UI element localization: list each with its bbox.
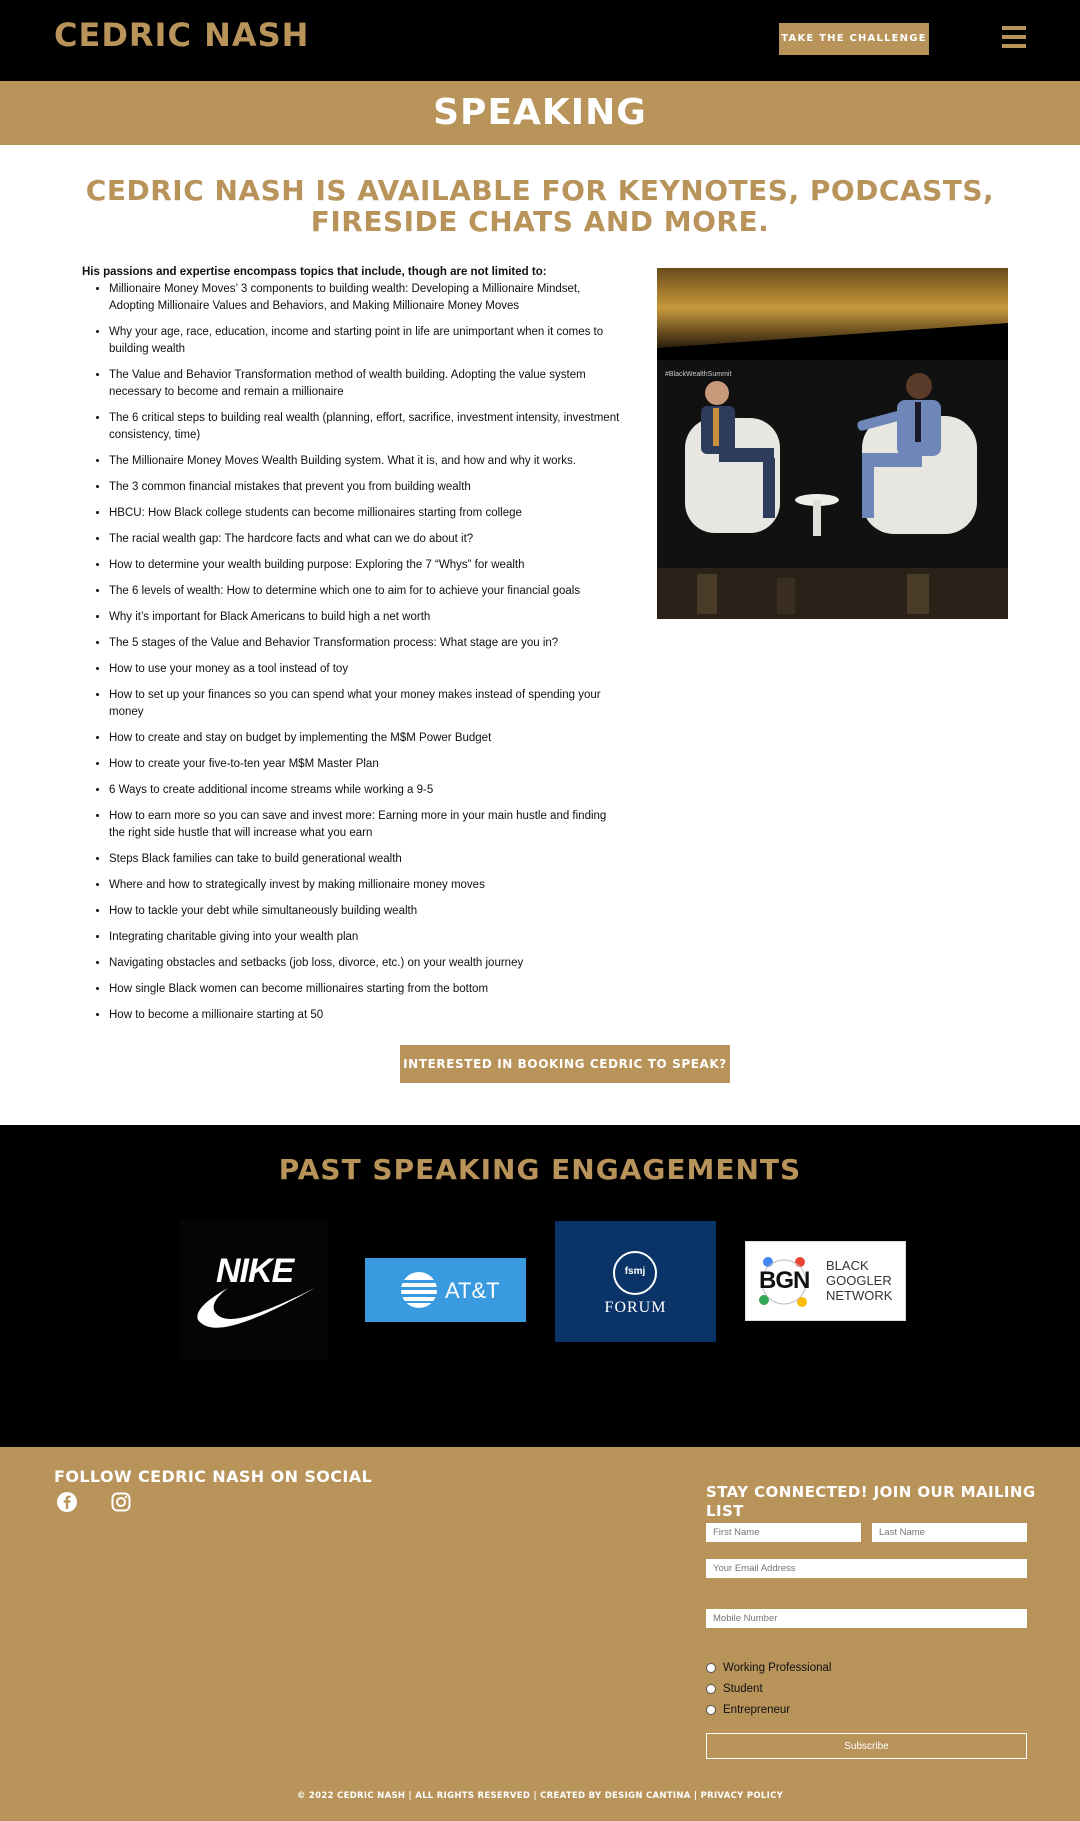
option-label: Student [723,1683,763,1695]
topic-item: • How to become a millionaire starting at 50 [109,1007,622,1024]
take-the-challenge-button[interactable]: TAKE THE CHALLENGE [779,23,929,55]
topic-item: • Integrating charitable giving into your wealth plan [109,929,622,946]
forum-seal-text: fsmj [624,1266,646,1277]
radio-button[interactable] [706,1663,716,1673]
first-name-field[interactable] [706,1523,861,1542]
booking-inquiry-button[interactable]: INTERESTED IN BOOKING CEDRIC TO SPEAK? [400,1045,730,1083]
forum-wordmark: FORUM [604,1299,667,1316]
topic-item: • The 5 stages of the Value and Behavior Transformation process: What stage are you in? [109,635,622,652]
topic-item: • How to create and stay on budget by implementing the M$M Power Budget [109,730,622,747]
topic-item: • 6 Ways to create additional income streams while working a 9-5 [109,782,622,799]
nike-logo [180,1220,328,1360]
black-googler-network-logo [745,1241,906,1321]
topic-item: • How to earn more so you can save and invest more: Earning more in your main hustle and finding the right side hustle that will increase what you earn [109,808,622,842]
bgn-line-network: NETWORK [826,1288,893,1303]
topics-section [82,266,622,1033]
last-name-field[interactable] [872,1523,1027,1542]
facebook-icon[interactable] [56,1491,78,1513]
option-label: Working Professional [723,1662,832,1674]
topics-intro: His passions and expertise encompass topics that include, though are not limited to: [82,266,547,278]
att-logo [365,1258,526,1322]
email-field[interactable] [706,1559,1027,1578]
radio-button[interactable] [706,1705,716,1715]
availability-heading: CEDRIC NASH IS AVAILABLE FOR KEYNOTES, PODCASTS, FIRESIDE CHATS AND MORE. [85,174,995,238]
topic-item: • Steps Black families can take to build generational wealth [109,851,622,868]
option-working-professional[interactable] [706,1662,831,1674]
topic-item: • How to determine your wealth building purpose: Exploring the 7 “Whys” for wealth [109,557,622,574]
option-entrepreneur[interactable] [706,1704,790,1716]
fireside-chat-photo [657,268,1008,619]
site-footer [0,1447,1080,1821]
forum-logo [555,1221,716,1342]
topic-item: • The 6 levels of wealth: How to determine which one to aim for to achieve your financial goals [109,583,622,600]
page-title: SPEAKING [433,92,647,133]
topic-item: • Where and how to strategically invest by making millionaire money moves [109,877,622,894]
instagram-icon[interactable] [110,1491,132,1513]
topic-item: • The racial wealth gap: The hardcore facts and what can we do about it? [109,531,622,548]
topic-item: • The Value and Behavior Transformation method of wealth building. Adopting the value system necessary to become and remain a millionaire [109,367,622,401]
follow-social-title: FOLLOW CEDRIC NASH ON SOCIAL [54,1467,373,1486]
swoosh-icon [180,1220,328,1360]
topic-item: • How to tackle your debt while simultaneously building wealth [109,903,622,920]
topic-item: • Why it’s important for Black Americans to build high a net worth [109,609,622,626]
topic-item: • How to set up your finances so you can spend what your money makes instead of spending your money [109,687,622,721]
topic-item: • How single Black women can become millionaires starting from the bottom [109,981,622,998]
topic-item: • The 3 common financial mistakes that prevent you from building wealth [109,479,622,496]
engagements-title: PAST SPEAKING ENGAGEMENTS [278,1153,802,1186]
topic-item: • How to use your money as a tool instead of toy [109,661,622,678]
topic-item: • The 6 critical steps to building real wealth (planning, effort, sacrifice, investment intensity, investment consistency, time) [109,410,622,444]
bgn-line-black: BLACK [826,1258,869,1273]
topics-list [82,281,622,1024]
bgn-line-googler: GOOGLER [826,1273,892,1288]
mobile-number-field[interactable] [706,1609,1027,1628]
topic-item: • HBCU: How Black college students can become millionaires starting from college [109,505,622,522]
topic-item: • Why your age, race, education, income and starting point in life are unimportant when it comes to building wealth [109,324,622,358]
option-student[interactable] [706,1683,763,1695]
copyright-notice[interactable]: © 2022 CEDRIC NASH | ALL RIGHTS RESERVED | CREATED BY DESIGN CANTINA | PRIVACY POLICY [296,1791,784,1801]
site-logo[interactable]: CEDRIC NASH [54,16,310,54]
hamburger-menu-icon[interactable] [1002,26,1026,52]
topic-item: • Navigating obstacles and setbacks (job loss, divorce, etc.) on your wealth journey [109,955,622,972]
page-title-band [0,81,1080,145]
nike-wordmark: NIKE [216,1252,294,1290]
subscribe-button[interactable]: Subscribe [706,1733,1027,1759]
topic-item: • How to create your five-to-ten year M$M Master Plan [109,756,622,773]
photo-overlay-text: #BlackWealthSummit [665,371,732,378]
past-engagements-section [0,1125,1080,1447]
topic-item: • The Millionaire Money Moves Wealth Building system. What it is, and how and why it works. [109,453,622,470]
bgn-mark: BGN [759,1267,810,1294]
fireside-chat-illustration [657,268,1008,619]
option-label: Entrepreneur [723,1704,791,1716]
radio-button[interactable] [706,1684,716,1694]
att-wordmark: AT&T [445,1278,500,1303]
mailing-list-title: STAY CONNECTED! JOIN OUR MAILING LIST [706,1483,1036,1520]
site-header [0,0,1080,81]
att-globe-icon [399,1270,439,1310]
topic-item: • Millionaire Money Moves’ 3 components to building wealth: Developing a Millionaire Mindset, Adopting Millionaire Values and Behaviors, and Making Millionaire Money Moves [109,281,622,315]
